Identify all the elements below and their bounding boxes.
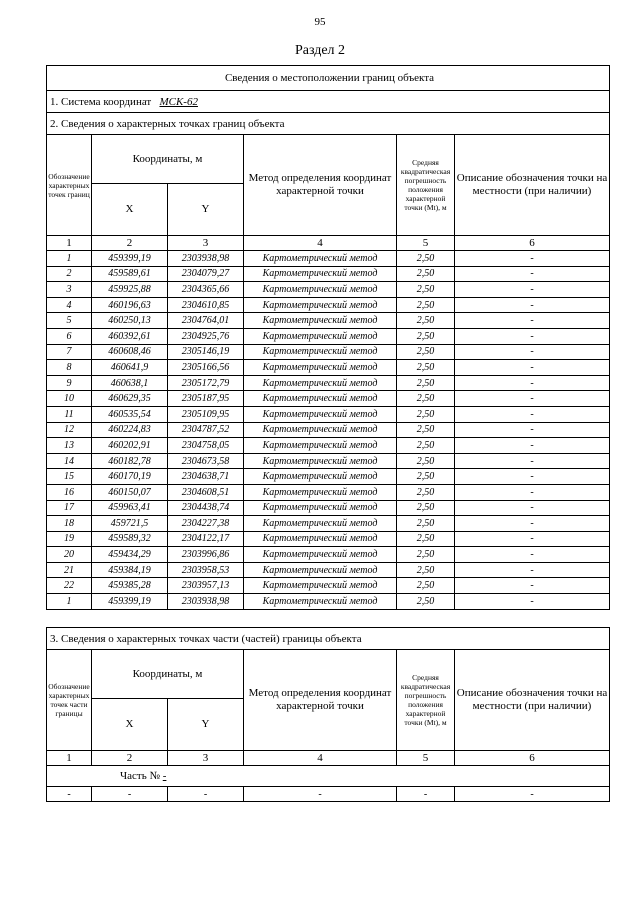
coordinate-system-value: МСК-62 <box>159 95 198 108</box>
mt-value: 2,50 <box>397 266 455 282</box>
point-number: 2 <box>47 266 92 282</box>
table-row <box>47 313 610 329</box>
coord-x: 459399,19 <box>92 594 168 610</box>
coord-x: 460629,35 <box>92 391 168 407</box>
table-row <box>47 516 610 532</box>
description: - <box>455 516 610 532</box>
point-number: 11 <box>47 406 92 422</box>
empty-row <box>47 787 610 802</box>
coord-y: 2304758,05 <box>168 438 244 454</box>
mt-value: 2,50 <box>397 313 455 329</box>
point-number: 5 <box>47 313 92 329</box>
method: Картометрический метод <box>244 297 397 313</box>
coord-x: 459384,19 <box>92 562 168 578</box>
header-method: Метод определения координат характерной точки <box>244 135 397 236</box>
description: - <box>455 422 610 438</box>
coord-x: 460182,78 <box>92 453 168 469</box>
header3-point-name: Обозначение характерных точек части границы <box>47 650 92 751</box>
empty-cell: - <box>168 787 244 802</box>
coord-y: 2303957,13 <box>168 578 244 594</box>
mt-value: 2,50 <box>397 516 455 532</box>
coord-x: 460641,9 <box>92 360 168 376</box>
table-row <box>47 469 610 485</box>
description: - <box>455 438 610 454</box>
part-label: Часть № <box>120 770 160 782</box>
coord-y: 2305187,95 <box>168 391 244 407</box>
empty-cell: - <box>47 787 92 802</box>
point-number: 12 <box>47 422 92 438</box>
coord-y: 2304122,17 <box>168 531 244 547</box>
point-number: 8 <box>47 360 92 376</box>
method: Картометрический метод <box>244 282 397 298</box>
coord-y: 2304608,51 <box>168 484 244 500</box>
coord-y: 2304638,71 <box>168 469 244 485</box>
coord-x: 460196,63 <box>92 297 168 313</box>
table-row <box>47 375 610 391</box>
description: - <box>455 594 610 610</box>
col-number: 2 <box>92 236 168 251</box>
coord-y: 2304227,38 <box>168 516 244 532</box>
table-row <box>47 453 610 469</box>
mt-value: 2,50 <box>397 297 455 313</box>
table-row <box>47 547 610 563</box>
point-number: 4 <box>47 297 92 313</box>
header-desc: Описание обозначения точки на местности (при наличии) <box>455 135 610 236</box>
coord-x: 460638,1 <box>92 375 168 391</box>
col-number: 3 <box>168 751 244 766</box>
coord-y: 2304787,52 <box>168 422 244 438</box>
coordinate-system-row <box>47 91 610 113</box>
coord-x: 459385,28 <box>92 578 168 594</box>
coord-x: 459925,88 <box>92 282 168 298</box>
method: Картометрический метод <box>244 391 397 407</box>
coord-x: 460224,83 <box>92 422 168 438</box>
method: Картометрический метод <box>244 484 397 500</box>
method: Картометрический метод <box>244 516 397 532</box>
method: Картометрический метод <box>244 251 397 267</box>
table-row <box>47 328 610 344</box>
mt-value: 2,50 <box>397 251 455 267</box>
description: - <box>455 313 610 329</box>
header3-y: Y <box>168 699 244 751</box>
table-row <box>47 422 610 438</box>
point-number: 6 <box>47 328 92 344</box>
coord-x: 459721,5 <box>92 516 168 532</box>
point-number: 22 <box>47 578 92 594</box>
mt-value: 2,50 <box>397 547 455 563</box>
mt-value: 2,50 <box>397 360 455 376</box>
parts-table <box>46 627 610 802</box>
coord-y: 2304673,58 <box>168 453 244 469</box>
column-numbers-row <box>47 236 610 251</box>
col-number: 5 <box>397 236 455 251</box>
header-y: Y <box>168 184 244 236</box>
table-row <box>47 251 610 267</box>
description: - <box>455 562 610 578</box>
method: Картометрический метод <box>244 594 397 610</box>
part-row <box>47 766 610 787</box>
method: Картометрический метод <box>244 562 397 578</box>
description: - <box>455 266 610 282</box>
mt-value: 2,50 <box>397 422 455 438</box>
method: Картометрический метод <box>244 469 397 485</box>
col-number: 2 <box>92 751 168 766</box>
coord-x: 459399,19 <box>92 251 168 267</box>
method: Картометрический метод <box>244 406 397 422</box>
mt-value: 2,50 <box>397 391 455 407</box>
header-mt: Средняя квадратическая погрешность положения характерной точки (Mt), м <box>397 135 455 236</box>
coord-y: 2304764,01 <box>168 313 244 329</box>
coord-x: 460202,91 <box>92 438 168 454</box>
point-number: 19 <box>47 531 92 547</box>
method: Картометрический метод <box>244 500 397 516</box>
point-number: 3 <box>47 282 92 298</box>
mt-value: 2,50 <box>397 562 455 578</box>
method: Картометрический метод <box>244 313 397 329</box>
method: Картометрический метод <box>244 360 397 376</box>
col-number: 3 <box>168 236 244 251</box>
coord-y: 2303958,53 <box>168 562 244 578</box>
col-number: 4 <box>244 751 397 766</box>
coord-x: 460150,07 <box>92 484 168 500</box>
mt-value: 2,50 <box>397 282 455 298</box>
section2-title: 2. Сведения о характерных точках границ объекта <box>47 113 610 135</box>
coord-y: 2305172,79 <box>168 375 244 391</box>
method: Картометрический метод <box>244 328 397 344</box>
table-row <box>47 391 610 407</box>
col-number: 6 <box>455 751 610 766</box>
description: - <box>455 500 610 516</box>
point-number: 20 <box>47 547 92 563</box>
coord-x: 459963,41 <box>92 500 168 516</box>
empty-cell: - <box>455 787 610 802</box>
mt-value: 2,50 <box>397 453 455 469</box>
point-number: 10 <box>47 391 92 407</box>
col-number: 4 <box>244 236 397 251</box>
method: Картометрический метод <box>244 344 397 360</box>
point-number: 18 <box>47 516 92 532</box>
point-number: 21 <box>47 562 92 578</box>
point-number: 13 <box>47 438 92 454</box>
coord-x: 460392,61 <box>92 328 168 344</box>
table-row <box>47 406 610 422</box>
description: - <box>455 484 610 500</box>
table-row <box>47 438 610 454</box>
coord-x: 459589,32 <box>92 531 168 547</box>
table-row <box>47 594 610 610</box>
method: Картометрический метод <box>244 375 397 391</box>
mt-value: 2,50 <box>397 328 455 344</box>
method: Картометрический метод <box>244 422 397 438</box>
page-number: 95 <box>314 16 326 28</box>
coord-x: 460250,13 <box>92 313 168 329</box>
boundary-table <box>46 65 610 610</box>
coord-y: 2304365,66 <box>168 282 244 298</box>
point-number: 15 <box>47 469 92 485</box>
empty-cell: - <box>397 787 455 802</box>
table-row <box>47 266 610 282</box>
header-coords: Координаты, м <box>92 135 244 184</box>
description: - <box>455 328 610 344</box>
table-row <box>47 562 610 578</box>
coord-y: 2304925,76 <box>168 328 244 344</box>
description: - <box>455 375 610 391</box>
mt-value: 2,50 <box>397 500 455 516</box>
method: Картометрический метод <box>244 453 397 469</box>
mt-value: 2,50 <box>397 469 455 485</box>
table-row <box>47 500 610 516</box>
col-number: 1 <box>47 236 92 251</box>
coord-y: 2305109,95 <box>168 406 244 422</box>
table-row <box>47 484 610 500</box>
header3-coords: Координаты, м <box>92 650 244 699</box>
mt-value: 2,50 <box>397 484 455 500</box>
description: - <box>455 297 610 313</box>
coord-y: 2303938,98 <box>168 594 244 610</box>
description: - <box>455 344 610 360</box>
col-number: 6 <box>455 236 610 251</box>
header3-x: X <box>92 699 168 751</box>
col-number: 5 <box>397 751 455 766</box>
mt-value: 2,50 <box>397 594 455 610</box>
mt-value: 2,50 <box>397 578 455 594</box>
point-number: 14 <box>47 453 92 469</box>
header3-mt: Средняя квадратическая погрешность положения характерной точки (Mt), м <box>397 650 455 751</box>
section3-title: 3. Сведения о характерных точках части (частей) границы объекта <box>47 628 610 650</box>
description: - <box>455 578 610 594</box>
method: Картометрический метод <box>244 266 397 282</box>
coord-y: 2303938,98 <box>168 251 244 267</box>
description: - <box>455 531 610 547</box>
table-title: Сведения о местоположении границ объекта <box>47 66 610 91</box>
mt-value: 2,50 <box>397 531 455 547</box>
coord-x: 460608,46 <box>92 344 168 360</box>
mt-value: 2,50 <box>397 375 455 391</box>
coord-x: 459434,29 <box>92 547 168 563</box>
empty-cell: - <box>244 787 397 802</box>
description: - <box>455 282 610 298</box>
point-number: 17 <box>47 500 92 516</box>
point-number: 1 <box>47 251 92 267</box>
empty-cell: - <box>92 787 168 802</box>
description: - <box>455 453 610 469</box>
table-row <box>47 297 610 313</box>
description: - <box>455 547 610 563</box>
description: - <box>455 469 610 485</box>
header3-method: Метод определения координат характерной точки <box>244 650 397 751</box>
coord-y: 2304438,74 <box>168 500 244 516</box>
header-x: X <box>92 184 168 236</box>
header-point-name: Обозначение характерных точек границ <box>47 135 92 236</box>
point-number: 16 <box>47 484 92 500</box>
point-number: 1 <box>47 594 92 610</box>
coord-y: 2305166,56 <box>168 360 244 376</box>
description: - <box>455 251 610 267</box>
table-row <box>47 344 610 360</box>
mt-value: 2,50 <box>397 438 455 454</box>
coordinate-system-label: 1. Система координат <box>50 95 152 108</box>
table-row <box>47 360 610 376</box>
coord-y: 2304610,85 <box>168 297 244 313</box>
coord-x: 460535,54 <box>92 406 168 422</box>
description: - <box>455 406 610 422</box>
description: - <box>455 360 610 376</box>
method: Картометрический метод <box>244 578 397 594</box>
description: - <box>455 391 610 407</box>
table-row <box>47 282 610 298</box>
method: Картометрический метод <box>244 438 397 454</box>
method: Картометрический метод <box>244 531 397 547</box>
table-row <box>47 531 610 547</box>
coord-y: 2303996,86 <box>168 547 244 563</box>
part-value: - <box>162 770 167 782</box>
point-number: 9 <box>47 375 92 391</box>
mt-value: 2,50 <box>397 406 455 422</box>
coord-y: 2304079,27 <box>168 266 244 282</box>
col-number: 1 <box>47 751 92 766</box>
coord-x: 460170,19 <box>92 469 168 485</box>
method: Картометрический метод <box>244 547 397 563</box>
mt-value: 2,50 <box>397 344 455 360</box>
coord-y: 2305146,19 <box>168 344 244 360</box>
coord-x: 459589,61 <box>92 266 168 282</box>
column-numbers-row-3 <box>47 751 610 766</box>
table-row <box>47 578 610 594</box>
section-title: Раздел 2 <box>294 43 346 58</box>
point-number: 7 <box>47 344 92 360</box>
header3-desc: Описание обозначения точки на местности (при наличии) <box>455 650 610 751</box>
